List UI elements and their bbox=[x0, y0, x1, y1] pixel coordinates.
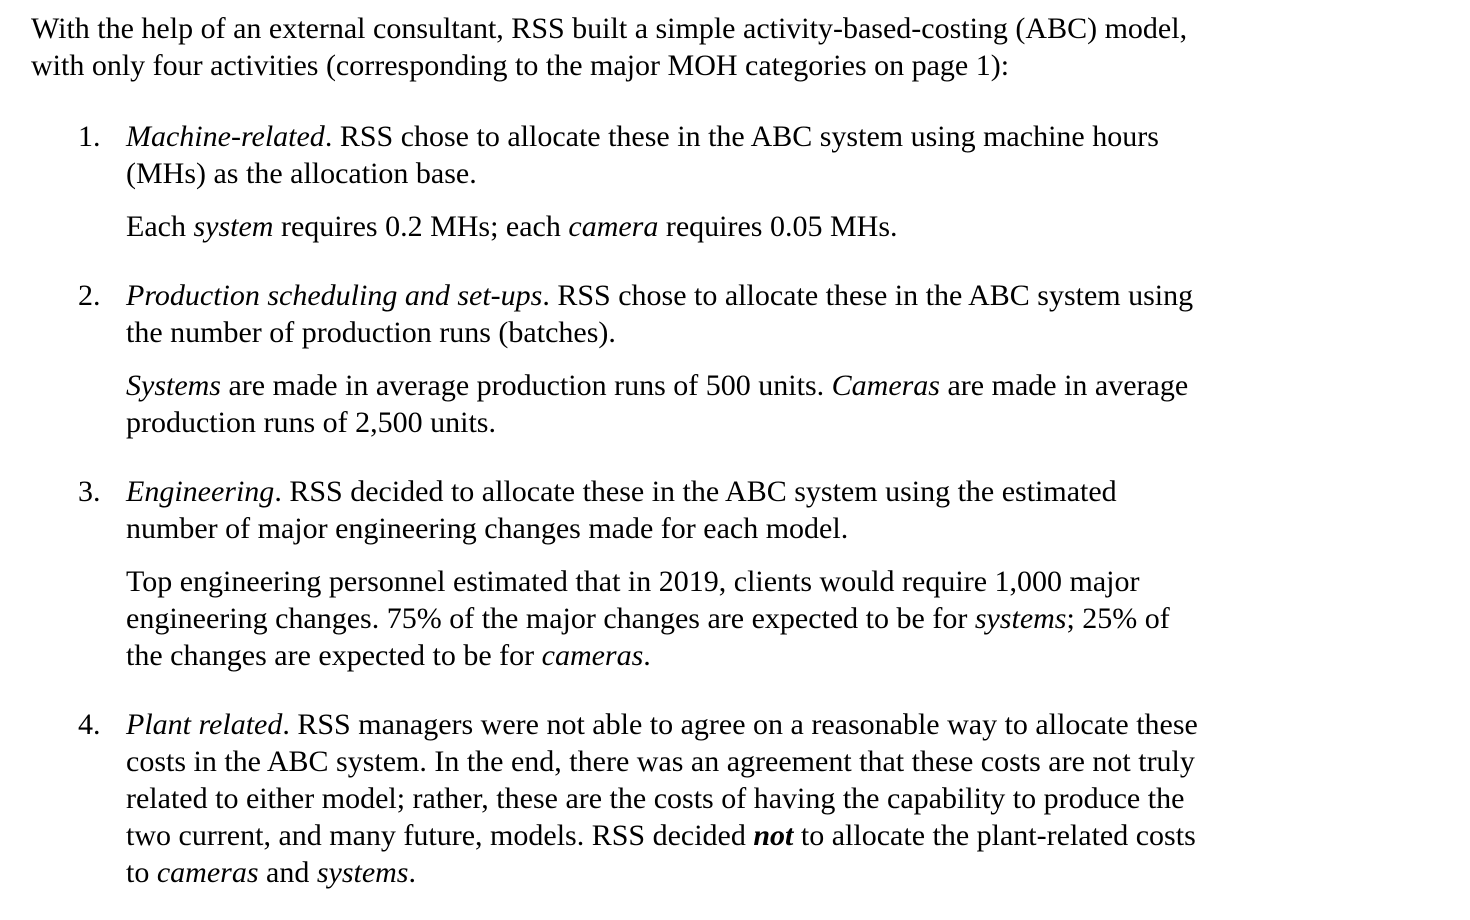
activity-item-plant-related bbox=[31, 706, 1470, 891]
description-line: the number of production runs (batches). bbox=[126, 316, 616, 349]
description-line: (MHs) as the allocation base. bbox=[126, 157, 477, 190]
detail-emphasis: cameras bbox=[541, 639, 644, 672]
detail-text: . bbox=[643, 639, 651, 672]
description-line: two current, and many future, models. RSS decided bbox=[126, 819, 754, 852]
activity-item-production-scheduling bbox=[31, 277, 1470, 441]
detail-emphasis: cameras bbox=[156, 856, 259, 889]
activity-body bbox=[126, 277, 1470, 441]
description-line: number of major engineering changes made for each model. bbox=[126, 512, 849, 545]
emphasis-not: not bbox=[753, 819, 794, 852]
activity-description: Engineering. RSS decided to allocate these in the ABC system using the estimated number of major engineering changes made for each model. bbox=[126, 475, 1117, 545]
detail-text: requires 0.05 MHs. bbox=[658, 210, 898, 243]
intro-line-2: with only four activities (corresponding to the major MOH categories on page 1): bbox=[31, 49, 1010, 82]
description-line: to allocate the plant-related costs bbox=[793, 819, 1196, 852]
detail-emphasis: Systems bbox=[126, 369, 221, 402]
detail-text: are made in average bbox=[939, 369, 1189, 402]
detail-text: Each bbox=[126, 210, 194, 243]
list-number: 1. bbox=[78, 120, 101, 153]
activity-detail bbox=[126, 563, 1470, 674]
description-line: RSS chose to allocate these in the ABC system using bbox=[557, 279, 1194, 312]
detail-text: are made in average production runs of 500 units. bbox=[220, 369, 832, 402]
activity-title: Machine-related bbox=[126, 120, 325, 153]
activity-body bbox=[126, 473, 1470, 674]
intro-line bbox=[31, 10, 1470, 84]
list-number: 3. bbox=[78, 475, 101, 508]
detail-text: production runs of 2,500 units. bbox=[126, 406, 496, 439]
description-line: costs in the ABC system. In the end, there was an agreement that these costs are not truly bbox=[126, 745, 1195, 778]
detail-text: Top engineering personnel estimated that in 2019, clients would require 1,000 major bbox=[126, 565, 1140, 598]
activity-detail bbox=[126, 208, 1470, 245]
activity-list bbox=[31, 118, 1470, 891]
activity-item-engineering bbox=[31, 473, 1470, 674]
detail-emphasis: system bbox=[193, 210, 274, 243]
activity-description: Machine-related. RSS chose to allocate these in the ABC system using machine hours (MHs) as the allocation base. bbox=[126, 120, 1159, 190]
activity-body bbox=[126, 118, 1470, 245]
detail-emphasis: camera bbox=[568, 210, 659, 243]
list-number: 4. bbox=[78, 708, 101, 741]
activity-body bbox=[126, 706, 1470, 891]
detail-text: engineering changes. 75% of the major changes are expected to be for bbox=[126, 602, 975, 635]
list-number: 2. bbox=[78, 279, 101, 312]
activity-detail bbox=[126, 367, 1470, 441]
description-line: . bbox=[408, 856, 416, 889]
detail-text: ; 25% of bbox=[1066, 602, 1170, 635]
intro-paragraph bbox=[31, 10, 1470, 84]
activity-description: Production scheduling and set-ups. RSS chose to allocate these in the ABC system using the number of production runs (batches). bbox=[126, 279, 1194, 349]
detail-text: requires 0.2 MHs; each bbox=[273, 210, 569, 243]
description-line: and bbox=[258, 856, 317, 889]
activity-title: Production scheduling and set-ups bbox=[126, 279, 543, 312]
detail-text: the changes are expected to be for bbox=[126, 639, 542, 672]
detail-emphasis: Cameras bbox=[831, 369, 940, 402]
description-line: related to either model; rather, these are the costs of having the capability to produce the bbox=[126, 782, 1185, 815]
detail-emphasis: systems bbox=[974, 602, 1067, 635]
activity-title: Engineering bbox=[126, 475, 275, 508]
description-line: to bbox=[126, 856, 157, 889]
description-line: RSS chose to allocate these in the ABC system using machine hours bbox=[339, 120, 1159, 153]
description-line: RSS decided to allocate these in the ABC system using the estimated bbox=[289, 475, 1117, 508]
intro-line-1: With the help of an external consultant, RSS built a simple activity-based-costing (ABC) model, bbox=[31, 12, 1188, 45]
activity-title: Plant related bbox=[126, 708, 283, 741]
activity-item-machine-related bbox=[31, 118, 1470, 245]
detail-emphasis: systems bbox=[316, 856, 409, 889]
activity-description: Plant related. RSS managers were not able to agree on a reasonable way to allocate these costs in the ABC system. In the end, there was an agreement that these costs are not truly related to either model; rather, these are the costs of having the capability to produce the two current, and many future, models. RSS decided not to allocate the plant-related costs to cameras and systems. bbox=[126, 708, 1198, 889]
description-line: RSS managers were not able to agree on a reasonable way to allocate these bbox=[297, 708, 1198, 741]
